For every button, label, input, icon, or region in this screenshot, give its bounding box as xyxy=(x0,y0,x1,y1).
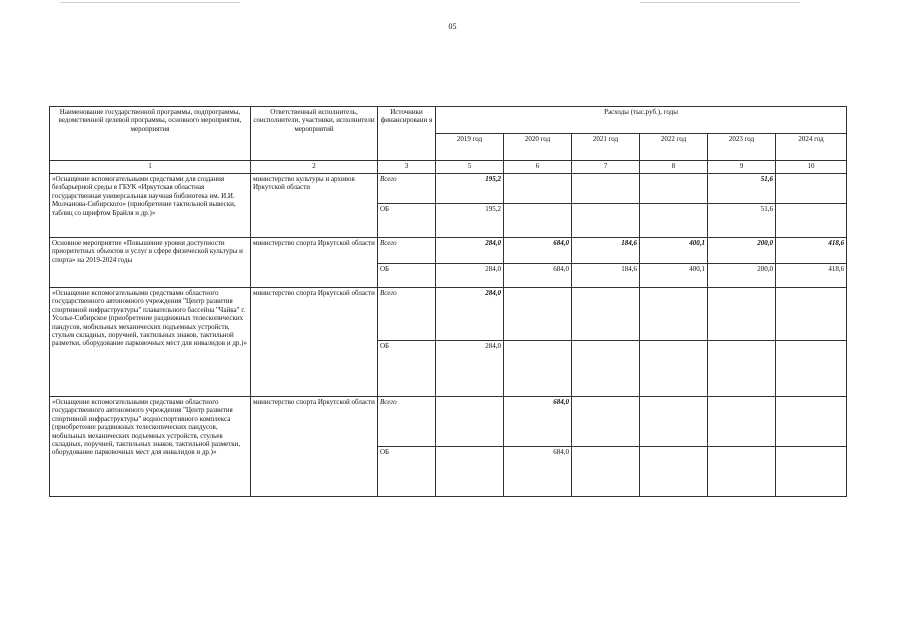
header-year: 2020 год xyxy=(504,134,572,161)
funding-source-total: Всего xyxy=(378,397,436,447)
header-row xyxy=(50,107,847,134)
program-executor: министерство спорта Иркутской области xyxy=(251,397,378,497)
scan-artifact-top-right xyxy=(640,2,800,3)
expense-ob-value: 284,0 xyxy=(436,264,504,288)
expense-total-value: 200,0 xyxy=(708,238,776,264)
expense-total-value xyxy=(640,288,708,341)
program-name: Основное мероприятие «Повышение уровня доступности приоритетных объектов и услуг в сфере физической культуры и спорта» на 2019-2024 годы xyxy=(50,238,251,288)
header-year: 2021 год xyxy=(572,134,640,161)
expense-total-value: 284,0 xyxy=(436,238,504,264)
program-name: «Оснащение вспомогательными средствами для создания безбарьерной среды в ГБУК «Иркутская областная государственная универсальная научная библиотека им. И.И. Молчанова-Сибирского» (приобретение тактильной вывески, таблиц со шрифтом Брайля и др.)» xyxy=(50,174,251,238)
expense-ob-value xyxy=(436,447,504,497)
expense-ob-value xyxy=(640,447,708,497)
program-row-total xyxy=(50,288,847,341)
expense-total-value: 284,0 xyxy=(436,288,504,341)
expense-total-value: 400,1 xyxy=(640,238,708,264)
column-number-row xyxy=(50,161,847,174)
expense-ob-value xyxy=(776,447,847,497)
program-executor: министерство культуры и архивов Иркутской области xyxy=(251,174,378,238)
expense-total-value xyxy=(640,397,708,447)
funding-source-total: Всего xyxy=(378,288,436,341)
expense-total-value: 684,0 xyxy=(504,397,572,447)
column-number: 7 xyxy=(572,161,640,174)
expense-ob-value: 184,6 xyxy=(572,264,640,288)
program-executor: министерство спорта Иркутской области xyxy=(251,238,378,288)
program-row-total xyxy=(50,238,847,264)
scan-artifact-top-left xyxy=(60,2,240,3)
expense-total-value xyxy=(436,397,504,447)
expense-ob-value: 418,6 xyxy=(776,264,847,288)
expense-ob-value: 200,0 xyxy=(708,264,776,288)
expense-ob-value xyxy=(504,341,572,397)
expense-total-value: 184,6 xyxy=(572,238,640,264)
expense-total-value: 418,6 xyxy=(776,238,847,264)
header-name: Наименование государственной программы, подпрограммы, ведомственной целевой программы, основного мероприятия, мероприятия xyxy=(50,107,251,161)
header-source: Источники финансировани я xyxy=(378,107,436,161)
expense-total-value: 195,2 xyxy=(436,174,504,204)
expenses-table xyxy=(49,106,847,497)
column-number: 1 xyxy=(50,161,251,174)
header-executor: Ответственный исполнитель, соисполнители, участники, исполнители мероприятий xyxy=(251,107,378,161)
expense-total-value xyxy=(572,174,640,204)
program-row-total xyxy=(50,397,847,447)
funding-source-ob: ОБ xyxy=(378,341,436,397)
expense-total-value: 684,0 xyxy=(504,238,572,264)
column-number: 9 xyxy=(708,161,776,174)
funding-source-ob: ОБ xyxy=(378,204,436,238)
expense-total-value xyxy=(504,288,572,341)
program-executor: министерство спорта Иркутской области xyxy=(251,288,378,397)
expense-total-value xyxy=(572,288,640,341)
expense-ob-value: 400,1 xyxy=(640,264,708,288)
header-year: 2019 год xyxy=(436,134,504,161)
expense-total-value xyxy=(708,288,776,341)
column-number: 6 xyxy=(504,161,572,174)
expense-total-value: 51,6 xyxy=(708,174,776,204)
column-number: 3 xyxy=(378,161,436,174)
funding-source-total: Всего xyxy=(378,238,436,264)
expense-ob-value: 284,0 xyxy=(436,341,504,397)
expense-total-value xyxy=(572,397,640,447)
header-year: 2023 год xyxy=(708,134,776,161)
funding-source-total: Всего xyxy=(378,174,436,204)
header-expenses: Расходы (тыс.руб.), годы xyxy=(436,107,847,134)
expense-total-value xyxy=(776,288,847,341)
header-year: 2024 год xyxy=(776,134,847,161)
expense-ob-value xyxy=(572,447,640,497)
expense-total-value xyxy=(708,397,776,447)
program-row-total xyxy=(50,174,847,204)
expense-ob-value xyxy=(640,204,708,238)
expense-total-value xyxy=(640,174,708,204)
expense-ob-value xyxy=(504,204,572,238)
expense-ob-value: 684,0 xyxy=(504,264,572,288)
expense-total-value xyxy=(776,397,847,447)
column-number: 5 xyxy=(436,161,504,174)
expense-ob-value xyxy=(708,447,776,497)
expense-total-value xyxy=(776,174,847,204)
program-name: «Оснащение вспомогательными средствами областного государственного автономного учреждения "Центр развития спортивной инфраструктуры" плавательного бассейна "Чайка" г. Усолье-Сибирское (приобретение раздвижных телескопических пандусов, мобильных механических подъемных устройств, стульев складных, поручней, тактильных знаков, тактильной разметки, оборудование парковочных мест для инвалидов и др.)» xyxy=(50,288,251,397)
expense-ob-value xyxy=(640,341,708,397)
column-number: 8 xyxy=(640,161,708,174)
column-number: 10 xyxy=(776,161,847,174)
page-number: 05 xyxy=(448,22,457,31)
expense-ob-value xyxy=(776,204,847,238)
expense-ob-value xyxy=(572,204,640,238)
expense-ob-value xyxy=(776,341,847,397)
funding-source-ob: ОБ xyxy=(378,447,436,497)
expense-ob-value xyxy=(708,341,776,397)
funding-source-ob: ОБ xyxy=(378,264,436,288)
header-year: 2022 год xyxy=(640,134,708,161)
expense-ob-value: 51,6 xyxy=(708,204,776,238)
expense-ob-value: 684,0 xyxy=(504,447,572,497)
program-name: «Оснащение вспомогательными средствами областного государственного автономного учреждения "Центр развития спортивной инфраструктуры" водноспортивного комплекса (приобретение раздвижных телескопических пандусов, мобильных механических подъемных устройств, стульев складных, поручней, тактильных знаков, тактильной разметки, оборудование парковочных мест для инвалидов и др.)» xyxy=(50,397,251,497)
expense-ob-value xyxy=(572,341,640,397)
expense-ob-value: 195,2 xyxy=(436,204,504,238)
column-number: 2 xyxy=(251,161,378,174)
expense-total-value xyxy=(504,174,572,204)
